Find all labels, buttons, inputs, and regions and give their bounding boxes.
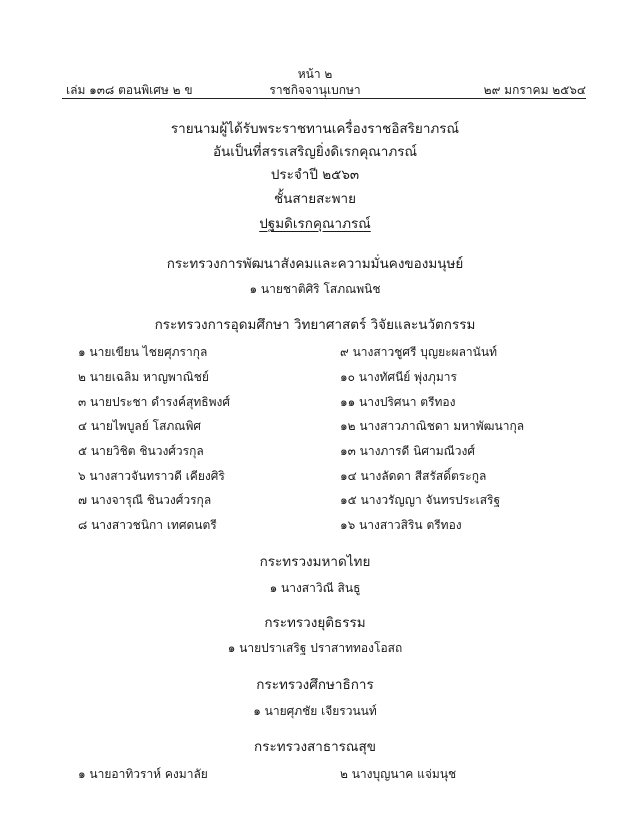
list-item: ๑ นายชาติศิริ โสภณพนิช [249, 282, 381, 296]
list-item: ๑๕ นางวรัญญา จันทรประเสริฐ [340, 493, 501, 507]
volume-label: เล่ม ๑๓๘ ตอนพิเศษ ๒ ข [66, 83, 193, 97]
list-item: ๔ นายไพบูลย์ โสภณพิศ [78, 419, 201, 433]
list-item: ๑๑ นางปริศนา ตรีทอง [340, 395, 456, 409]
gazette-name: ราชกิจจานุเบกษา [269, 83, 361, 97]
list-item: ๗ นางจารุณี ชินวงศ์วรกุล [78, 493, 212, 507]
list-item: ๑ นางสาวิณี สินธู [269, 581, 361, 595]
section-heading: กระทรวงการอุดมศึกษา วิทยาศาสตร์ วิจัยและนวัตกรรม [154, 317, 476, 333]
section-heading: กระทรวงยุติธรรม [264, 615, 366, 631]
list-item: ๑๒ นางสาวภาณิชดา มหาพัฒนากุล [340, 419, 525, 433]
list-item: ๑ นายปราเสริฐ ปราสาททองโอสถ [227, 641, 403, 655]
list-item: ๑๖ นางสาวสิริน ตรีทอง [340, 518, 462, 532]
list-item: ๑๓ นางภารดี นิศามณีวงศ์ [340, 444, 475, 458]
list-item: ๒ นายเฉลิม หาญพาณิชย์ [78, 370, 209, 384]
list-item: ๑ นายอาทิวราห์ คงมาลัย [78, 767, 208, 781]
list-item: ๓ นายประชา ดำรงค์สุทธิพงศ์ [78, 395, 231, 409]
list-item: ๕ นายวิชิต ชินวงศ์วรกุล [78, 444, 204, 458]
section-heading: กระทรวงสาธารณสุข [254, 739, 376, 755]
section-heading: กระทรวงการพัฒนาสังคมและความมั่นคงของมนุษย์ [166, 256, 464, 272]
list-item: ๘ นางสาวชนิกา เทศดนตรี [78, 518, 217, 532]
list-item: ๑๐ นางทัศนีย์ พุ่งภุมาร [340, 370, 457, 384]
issue-date: ๒๙ มกราคม ๒๕๖๔ [483, 83, 586, 97]
title-order-name: ปฐมดิเรกคุณาภรณ์ [259, 216, 371, 232]
list-item: ๙ นางสาวชูศรี บุญยะผลานันท์ [340, 345, 497, 359]
title-line-2: อันเป็นที่สรรเสริญยิ่งดิเรกคุณาภรณ์ [212, 144, 418, 160]
header-rule [62, 98, 586, 99]
title-year: ประจำปี ๒๕๖๓ [270, 167, 360, 183]
section-heading: กระทรวงมหาดไทย [259, 554, 371, 570]
section-heading: กระทรวงศึกษาธิการ [256, 677, 374, 693]
list-item: ๒ นางบุญนาค แจ่มนุช [340, 767, 457, 781]
list-item: ๑๔ นางลัดดา สีสรัสดิ์ตระกูล [340, 469, 487, 483]
title-line-1: รายนามผู้ได้รับพระราชทานเครื่องราชอิสริยาภรณ์ [170, 121, 460, 137]
list-item: ๑ นายศุภชัย เจียรวนนท์ [253, 704, 377, 718]
title-class: ชั้นสายสะพาย [273, 191, 356, 207]
page-number: หน้า ๒ [297, 67, 333, 81]
list-item: ๑ นายเขียน ไชยศุภรากุล [78, 345, 208, 359]
list-item: ๖ นางสาวจันทราวดี เคียงศิริ [78, 469, 225, 483]
